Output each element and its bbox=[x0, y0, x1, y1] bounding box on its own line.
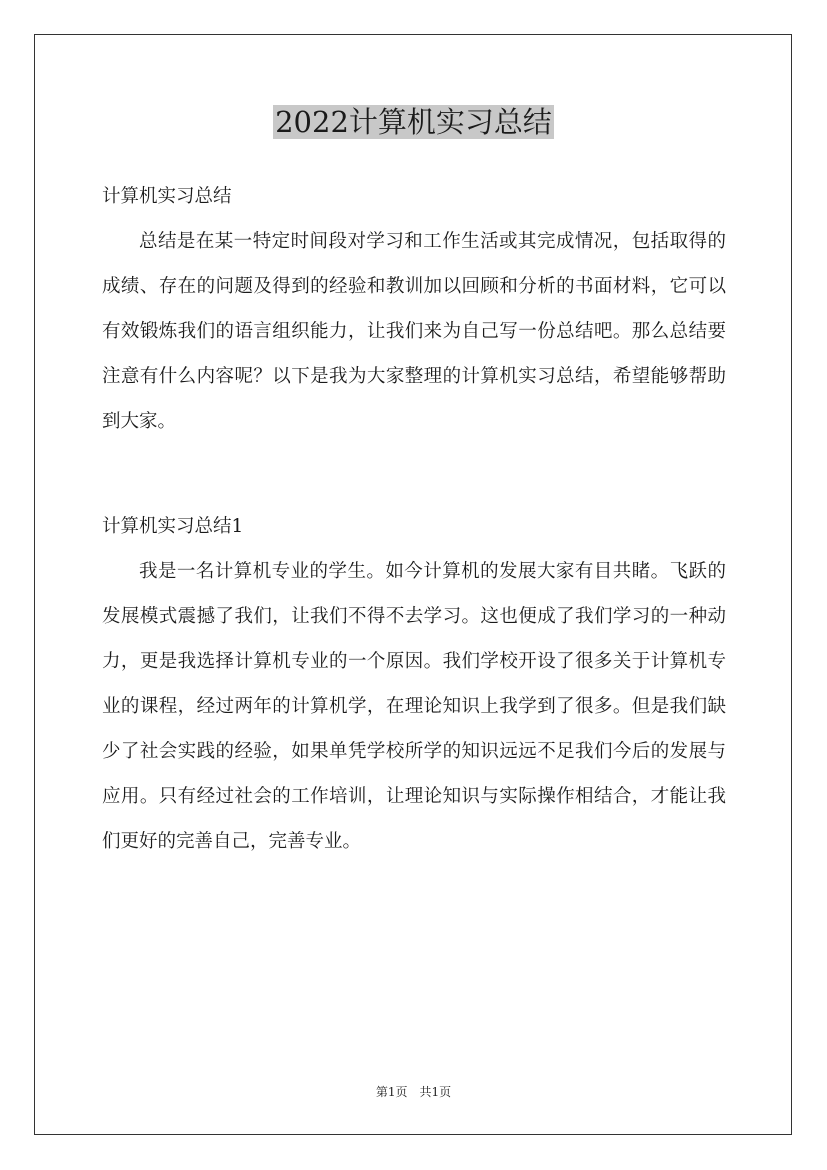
section1-paragraph: 我是一名计算机专业的学生。如今计算机的发展大家有目共睹。飞跃的发展模式震撼了我们，让我们不得不去学习。这也便成了我们学习的一种动力，更是我选择计算机专业的一个原因。我们学校开设了很多关于计算机专业的课程，经过两年的计算机学，在理论知识上我学到了很多。但是我们缺少了社会实践的经验，如果单凭学校所学的知识远远不足我们今后的发展与应用。只有经过社会的工作培训，让理论知识与实际操作相结合，才能让我们更好的完善自己，完善专业。 bbox=[102, 561, 726, 852]
document-body bbox=[102, 174, 726, 864]
page-footer: 第1页 共1页 bbox=[375, 1085, 452, 1099]
section-spacer bbox=[102, 444, 726, 504]
document-title-text: 2022计算机实习总结 bbox=[275, 105, 552, 139]
section1-heading: 计算机实习总结1 bbox=[102, 516, 244, 537]
document-title bbox=[0, 102, 827, 142]
intro-paragraph: 总结是在某一特定时间段对学习和工作生活或其完成情况，包括取得的成绩、存在的问题及得到的经验和教训加以回顾和分析的书面材料，它可以有效锻炼我们的语言组织能力，让我们来为自己写一份总结吧。那么总结要注意有什么内容呢？以下是我为大家整理的计算机实习总结，希望能够帮助到大家。 bbox=[102, 231, 726, 432]
document-subtitle: 计算机实习总结 bbox=[102, 186, 232, 207]
